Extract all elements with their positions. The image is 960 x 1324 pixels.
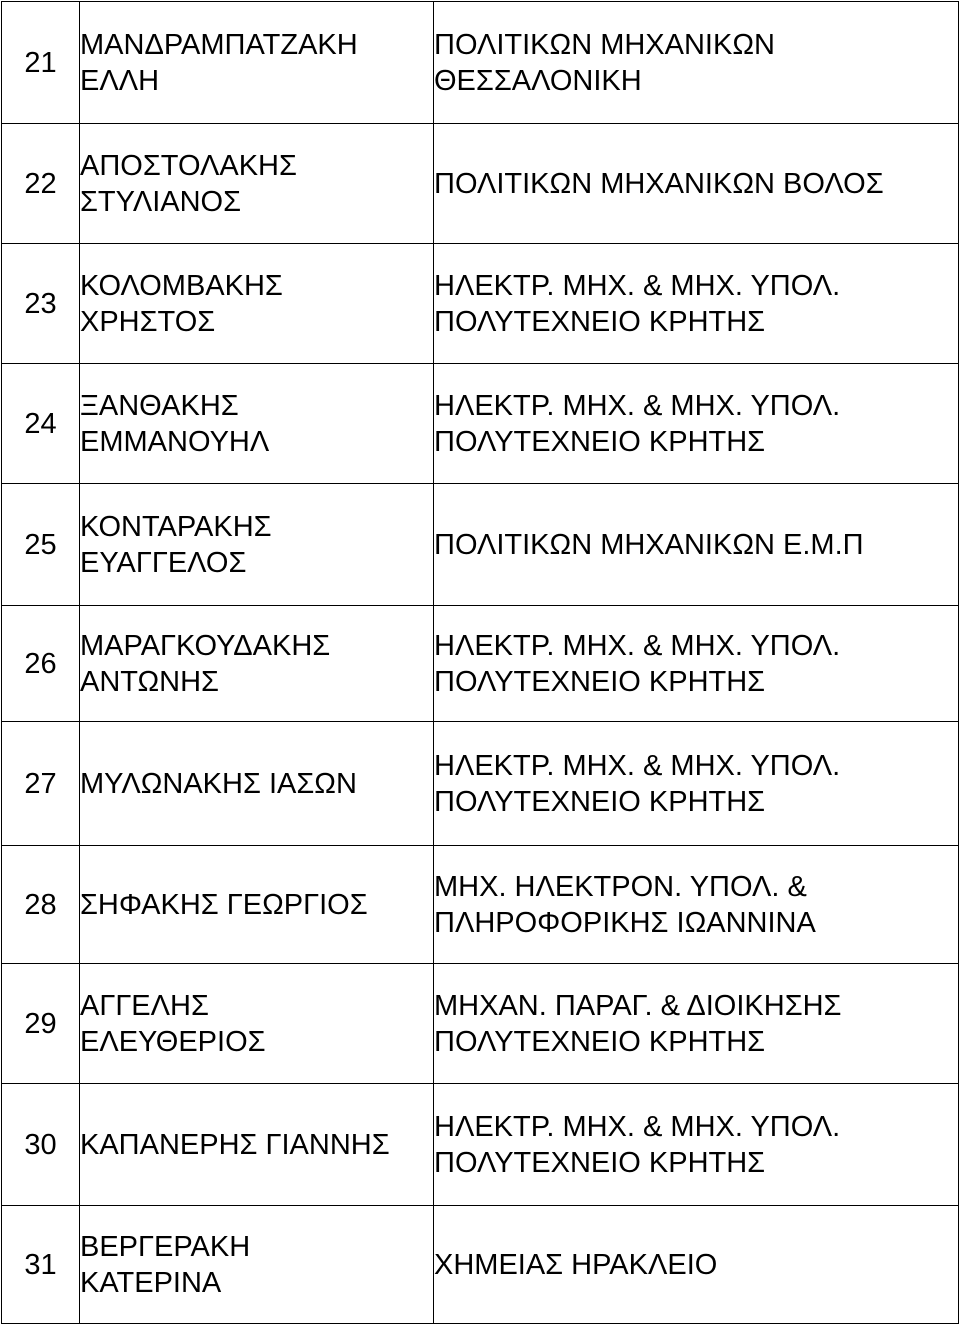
table-row <box>2 364 959 484</box>
table-row <box>2 846 959 964</box>
student-name-line: ΚΟΛΟΜΒΑΚΗΣ <box>80 269 283 302</box>
department-line: ΠΟΛΥΤΕΧΝΕΙΟ ΚΡΗΤΗΣ <box>434 665 766 698</box>
department-line: ΠΟΛΙΤΙΚΩΝ ΜΗΧΑΝΙΚΩΝ <box>434 28 775 61</box>
student-name-line: ΒΕΡΓΕΡΑΚΗ <box>80 1230 251 1263</box>
table-row <box>2 484 959 606</box>
table-row <box>2 1084 959 1206</box>
student-name-line: ΕΜΜΑΝΟΥΗΛ <box>80 425 270 458</box>
department <box>434 2 959 124</box>
row-number: 28 <box>2 846 80 964</box>
department-line: ΗΛΕΚΤΡ. ΜΗΧ. & ΜΗΧ. ΥΠΟΛ. <box>434 629 841 662</box>
department-line: ΗΛΕΚΤΡ. ΜΗΧ. & ΜΗΧ. ΥΠΟΛ. <box>434 269 841 302</box>
table-row <box>2 2 959 124</box>
department-line: ΧΗΜΕΙΑΣ ΗΡΑΚΛΕΙΟ <box>434 1248 718 1281</box>
student-name-line: ΚΟΝΤΑΡΑΚΗΣ <box>80 510 272 543</box>
department-line: ΠΟΛΥΤΕΧΝΕΙΟ ΚΡΗΤΗΣ <box>434 305 766 338</box>
student-name-line: ΑΝΤΩΝΗΣ <box>80 665 219 698</box>
department <box>434 484 959 606</box>
department <box>434 722 959 846</box>
row-number: 29 <box>2 964 80 1084</box>
student-name-line: ΜΑΡΑΓΚΟΥΔΑΚΗΣ <box>80 629 331 662</box>
department <box>434 846 959 964</box>
student-name <box>80 484 434 606</box>
student-name <box>80 2 434 124</box>
department-line: ΠΟΛΥΤΕΧΝΕΙΟ ΚΡΗΤΗΣ <box>434 425 766 458</box>
student-name-line: ΜΥΛΩΝΑΚΗΣ ΙΑΣΩΝ <box>80 767 357 800</box>
department-line: ΗΛΕΚΤΡ. ΜΗΧ. & ΜΗΧ. ΥΠΟΛ. <box>434 389 841 422</box>
row-number: 25 <box>2 484 80 606</box>
row-number: 23 <box>2 244 80 364</box>
department <box>434 964 959 1084</box>
student-name-line: ΚΑΠΑΝΕΡΗΣ ΓΙΑΝΝΗΣ <box>80 1128 390 1161</box>
row-number: 31 <box>2 1206 80 1324</box>
department-line: ΗΛΕΚΤΡ. ΜΗΧ. & ΜΗΧ. ΥΠΟΛ. <box>434 749 841 782</box>
department-line: ΠΟΛΥΤΕΧΝΕΙΟ ΚΡΗΤΗΣ <box>434 785 766 818</box>
department <box>434 606 959 722</box>
student-name-line: ΑΠΟΣΤΟΛΑΚΗΣ <box>80 149 297 182</box>
table-row <box>2 606 959 722</box>
student-name <box>80 1084 434 1206</box>
results-table-body <box>2 2 959 1324</box>
row-number: 22 <box>2 124 80 244</box>
department-line: ΠΟΛΥΤΕΧΝΕΙΟ ΚΡΗΤΗΣ <box>434 1146 766 1179</box>
row-number: 24 <box>2 364 80 484</box>
department <box>434 1206 959 1324</box>
row-number: 26 <box>2 606 80 722</box>
department-line: ΠΛΗΡΟΦΟΡΙΚΗΣ ΙΩΑΝΝΙΝΑ <box>434 906 816 939</box>
student-name-line: ΞΑΝΘΑΚΗΣ <box>80 389 239 422</box>
department <box>434 244 959 364</box>
table-row <box>2 124 959 244</box>
row-number: 27 <box>2 722 80 846</box>
table-row <box>2 244 959 364</box>
student-name-line: ΚΑΤΕΡΙΝΑ <box>80 1266 222 1299</box>
student-name-line: ΣΗΦΑΚΗΣ ΓΕΩΡΓΙΟΣ <box>80 888 368 921</box>
student-name <box>80 244 434 364</box>
department <box>434 1084 959 1206</box>
student-name <box>80 722 434 846</box>
table-row <box>2 1206 959 1324</box>
department-line: ΘΕΣΣΑΛΟΝΙΚΗ <box>434 64 642 97</box>
student-name <box>80 964 434 1084</box>
student-name-line: ΣΤΥΛΙΑΝΟΣ <box>80 185 242 218</box>
student-name <box>80 124 434 244</box>
student-name <box>80 606 434 722</box>
department <box>434 364 959 484</box>
student-name-line: ΕΛΕΥΘΕΡΙΟΣ <box>80 1025 266 1058</box>
student-name <box>80 1206 434 1324</box>
student-name-line: ΧΡΗΣΤΟΣ <box>80 305 216 338</box>
department-line: ΠΟΛΥΤΕΧΝΕΙΟ ΚΡΗΤΗΣ <box>434 1025 766 1058</box>
department-line: ΜΗΧΑΝ. ΠΑΡΑΓ. & ΔΙΟΙΚΗΣΗΣ <box>434 989 842 1022</box>
student-name <box>80 364 434 484</box>
student-name-line: ΜΑΝΔΡΑΜΠΑΤΖΑΚΗ <box>80 28 358 61</box>
department-line: ΗΛΕΚΤΡ. ΜΗΧ. & ΜΗΧ. ΥΠΟΛ. <box>434 1110 841 1143</box>
department-line: ΠΟΛΙΤΙΚΩΝ ΜΗΧΑΝΙΚΩΝ ΒΟΛΟΣ <box>434 167 884 200</box>
student-name-line: ΑΓΓΕΛΗΣ <box>80 989 209 1022</box>
row-number: 21 <box>2 2 80 124</box>
student-name <box>80 846 434 964</box>
results-table <box>1 1 959 1324</box>
student-name-line: ΕΛΛΗ <box>80 64 160 97</box>
department-line: ΠΟΛΙΤΙΚΩΝ ΜΗΧΑΝΙΚΩΝ Ε.Μ.Π <box>434 528 864 561</box>
table-row <box>2 722 959 846</box>
department <box>434 124 959 244</box>
row-number: 30 <box>2 1084 80 1206</box>
department-line: ΜΗΧ. ΗΛΕΚΤΡΟΝ. ΥΠΟΛ. & <box>434 870 807 903</box>
student-name-line: ΕΥΑΓΓΕΛΟΣ <box>80 546 247 579</box>
table-row <box>2 964 959 1084</box>
